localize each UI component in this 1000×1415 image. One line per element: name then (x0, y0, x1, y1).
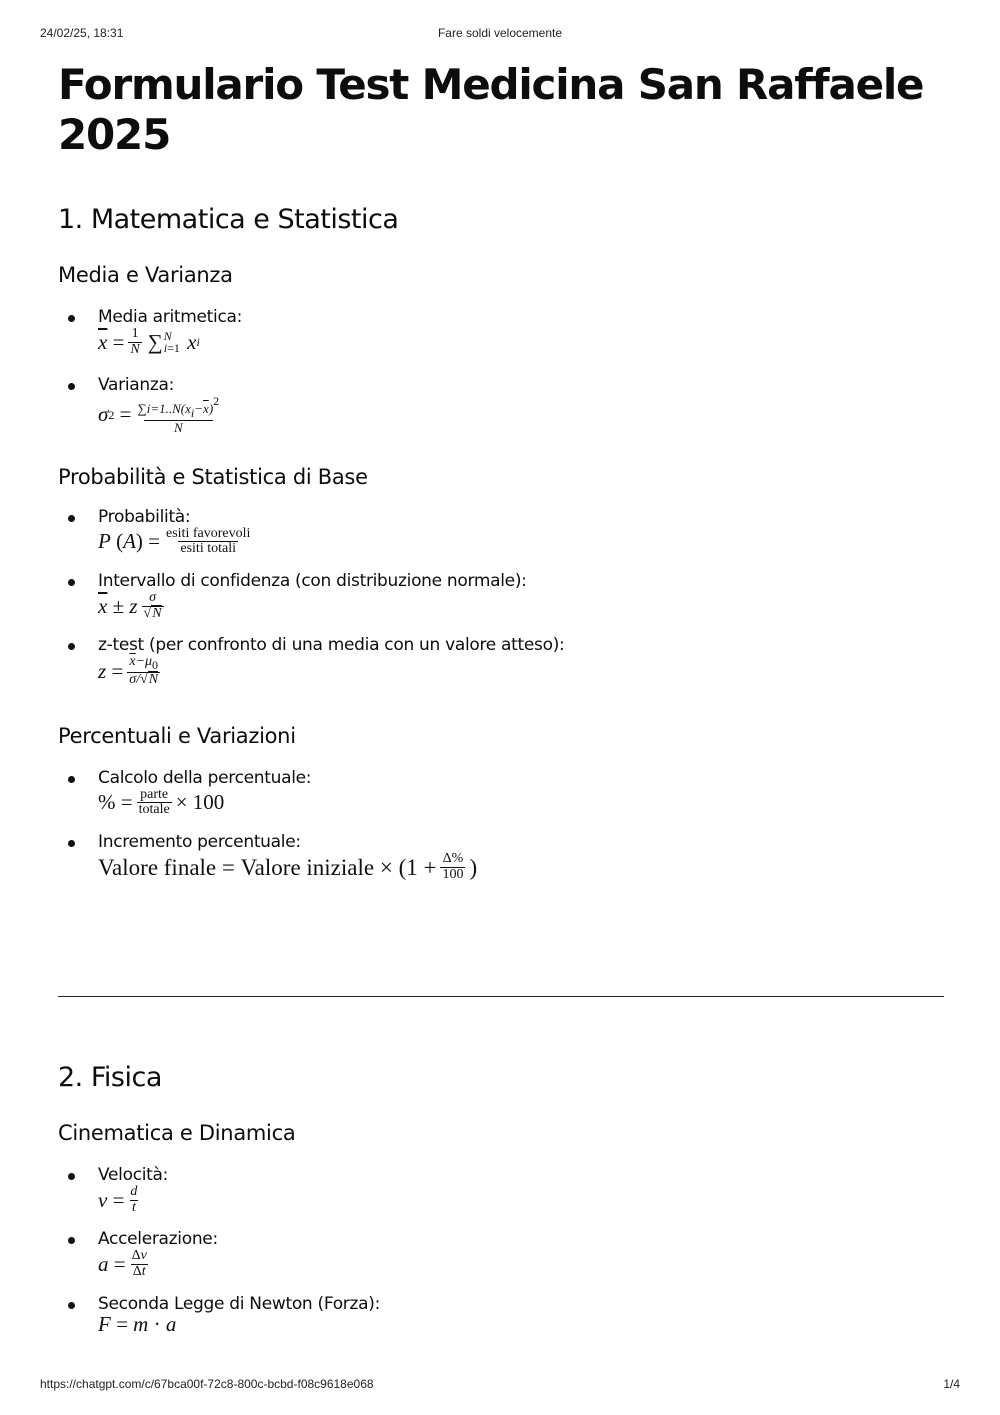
formula-label: Calcolo della percentuale: (98, 767, 312, 788)
list-item (58, 635, 944, 687)
list-item (58, 1165, 944, 1215)
formula-probability: P ( A ) = $\frac{\text{esiti favorevoli}}{\text{esiti totali}}$ (98, 525, 251, 557)
formula-label: Probabilità: (98, 506, 191, 527)
subsection-heading-perc: Percentuali e Variazioni (58, 723, 296, 748)
subsection-heading-kinematics: Cinematica e Dinamica (58, 1121, 296, 1145)
fraction-denominator: totale (138, 802, 170, 818)
list-item (58, 307, 944, 357)
list-media (58, 307, 944, 435)
list-item (58, 571, 944, 621)
document-body-physics (58, 1062, 944, 1335)
page-number: 1/4 (943, 1377, 960, 1391)
print-title: Fare soldi velocemente (437, 26, 563, 40)
formula-label: Media aritmetica: (98, 307, 243, 327)
formula-percentage: % = $\frac{\text{parte}}{\text{totale}}$ × 100 (98, 786, 225, 818)
formula-label: Accelerazione: (98, 1229, 218, 1250)
formula-percent-increase: Valore finale = Valore iniziale × (1 + $\frac{\Delta\%}{100}$ ) (98, 851, 478, 882)
fraction-numerator: parte (140, 786, 169, 802)
subsection-heading-prob: Probabilità e Statistica di Base (58, 464, 368, 489)
document-body (58, 60, 944, 882)
formula-label: Incremento percentuale: (98, 832, 301, 853)
print-url: https://chatgpt.com/c/67bca00f-72c8-800c-bcbd-f08c9618e068 (40, 1377, 374, 1391)
list-item (58, 375, 944, 434)
subsection-heading-media: Media e Varianza (58, 263, 233, 287)
fraction-denominator: esiti totali (180, 541, 236, 557)
formula-text-left: Valore finale (98, 854, 217, 880)
section-divider (58, 996, 944, 997)
formula-label: Intervallo di confidenza (con distribuzione normale): (98, 570, 527, 591)
fraction-numerator: esiti favorevoli (166, 525, 251, 541)
section-heading-physics: 2. Fisica (58, 1062, 162, 1093)
formula-text-right: Valore iniziale (240, 854, 375, 880)
formula-newton-force: F = m · a (98, 1311, 177, 1336)
list-perc (58, 768, 944, 883)
document-title: Formulario Test Medicina San Raffaele 2025 (58, 60, 924, 159)
formula-label: Varianza: (98, 375, 174, 396)
formula-label: z-test (per confronto di una media con un valore atteso): (98, 635, 565, 656)
list-kinematics (58, 1165, 944, 1335)
list-item (58, 768, 944, 818)
list-item (58, 507, 944, 557)
formula-velocity: v = $\frac{d}{t}$ (98, 1184, 138, 1215)
list-item (58, 1294, 944, 1335)
section-heading-math: 1. Matematica e Statistica (58, 204, 399, 235)
print-date: 24/02/25, 18:31 (40, 26, 124, 40)
list-item (58, 1229, 944, 1279)
formula-variance: σ 2 = $\frac{\sum i=1..N(xi-\overline{x})2}{N}$ (98, 394, 220, 435)
formula-confidence-interval: $\overline{x}$ ± z $\frac{\sigma}{√N}$ (98, 589, 162, 621)
formula-label: Seconda Legge di Newton (Forza): (98, 1293, 380, 1314)
formula-z-test: z = $\frac{\overline{x}-\mu 0}{\sigma/√N}$ (98, 654, 159, 687)
list-item (58, 832, 944, 882)
formula-acceleration: a = $\frac{\Delta v}{\Delta t}$ (98, 1248, 147, 1280)
formula-mean: $\overline{x}$ = $\frac{1}{N}$ ∑ N i=1 x i (98, 326, 200, 357)
formula-label: Velocità: (98, 1165, 169, 1185)
list-prob (58, 507, 944, 688)
